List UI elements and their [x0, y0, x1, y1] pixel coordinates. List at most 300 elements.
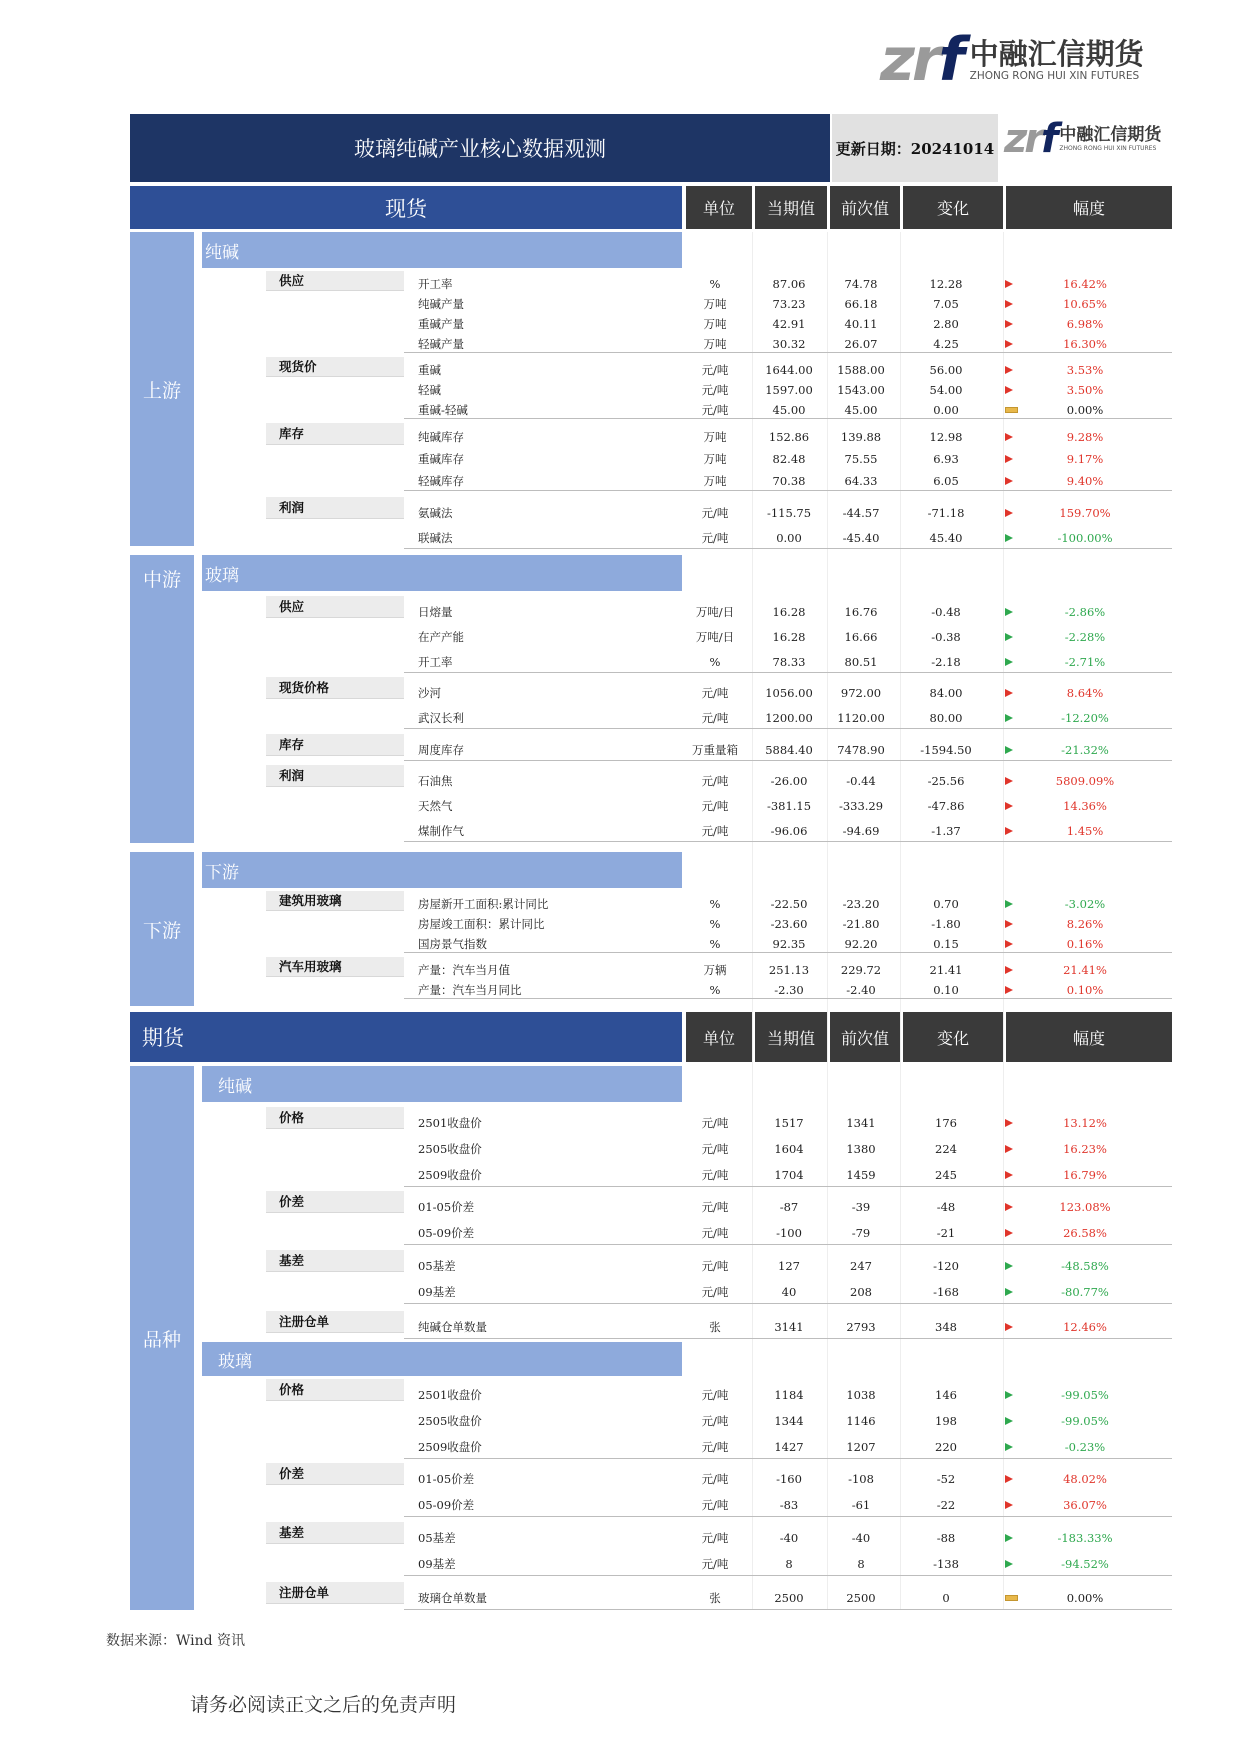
spot-section-header: 现货	[130, 186, 682, 229]
row-item: 开工率	[418, 277, 453, 291]
row-item: 重碱-轻碱	[418, 403, 468, 417]
row-item: 轻碱	[418, 383, 441, 397]
row-item: 01-05价差	[418, 1472, 475, 1486]
table-row	[0, 1466, 1240, 1492]
row-previous: 80.51	[844, 654, 878, 669]
row-pct: 1.45%	[1066, 823, 1104, 838]
row-previous: 64.33	[844, 474, 878, 488]
table-row	[0, 525, 1240, 550]
group-divider	[404, 841, 1172, 842]
table-row	[0, 894, 1240, 914]
row-item: 氨碱法	[418, 505, 453, 520]
row-unit: 万吨	[703, 317, 727, 331]
row-previous: 1543.00	[837, 383, 885, 397]
arrow-down-icon	[1005, 712, 1017, 724]
flat-icon	[1005, 1592, 1017, 1604]
table-row	[0, 274, 1240, 294]
group-divider	[404, 418, 1172, 419]
update-date: 更新日期：20241014	[832, 114, 998, 182]
row-pct: -21.32%	[1061, 742, 1109, 757]
group-label: 基差	[266, 1522, 404, 1544]
row-current: 8	[785, 1557, 793, 1571]
stage-upstream: 上游	[130, 232, 194, 546]
row-previous: -44.57	[842, 505, 880, 520]
row-previous: 229.72	[840, 963, 882, 977]
arrow-up-icon	[1005, 507, 1017, 519]
table-row	[0, 1253, 1240, 1279]
row-unit: 万吨	[703, 430, 727, 444]
row-current: 152.86	[768, 430, 810, 444]
arrow-up-icon	[1005, 1499, 1017, 1511]
group-label: 供应	[266, 596, 404, 618]
table-row	[0, 599, 1240, 624]
row-current: 127	[778, 1259, 800, 1273]
row-unit: %	[709, 983, 721, 997]
row-pct: 14.36%	[1063, 798, 1107, 813]
row-change: -47.86	[927, 798, 965, 813]
table-row	[0, 705, 1240, 730]
row-unit: 元/吨	[701, 1531, 729, 1545]
row-change: 146	[935, 1388, 957, 1402]
row-change: -168	[933, 1285, 959, 1299]
title-logo: zrf 中融汇信期货 ZHONG RONG HUI XIN FUTURES	[1004, 116, 1162, 162]
arrow-up-icon	[1005, 318, 1017, 330]
row-change: 0	[942, 1591, 950, 1605]
row-unit: 元/吨	[701, 1168, 729, 1182]
table-row	[0, 1408, 1240, 1434]
row-previous: 2793	[846, 1320, 876, 1334]
row-change: -52	[936, 1472, 956, 1486]
row-pct: 12.46%	[1063, 1320, 1107, 1334]
row-current: 1597.00	[765, 383, 813, 397]
row-current: 1644.00	[765, 363, 813, 377]
row-item: 09基差	[418, 1557, 456, 1571]
row-item: 纯碱库存	[418, 430, 464, 444]
row-change: 7.05	[933, 297, 959, 311]
row-pct: 16.42%	[1063, 277, 1107, 291]
group-divider	[404, 352, 1172, 353]
report-title: 玻璃纯碱产业核心数据观测	[130, 114, 830, 182]
row-previous: 16.76	[844, 604, 878, 619]
arrow-down-icon	[1005, 744, 1017, 756]
row-pct: 16.30%	[1063, 337, 1107, 351]
row-previous: -333.29	[838, 798, 884, 813]
arrow-down-icon	[1005, 1558, 1017, 1570]
row-unit: 元/吨	[701, 1259, 729, 1273]
row-current: 1056.00	[765, 685, 813, 700]
row-current: -2.30	[774, 983, 804, 997]
row-change: 0.70	[933, 897, 959, 911]
arrow-down-icon	[1005, 532, 1017, 544]
row-unit: 万吨/日	[695, 604, 735, 619]
row-item: 纯碱仓单数量	[418, 1320, 487, 1334]
row-item: 联碱法	[418, 530, 453, 545]
row-unit: 元/吨	[701, 710, 729, 725]
row-unit: 元/吨	[701, 1472, 729, 1486]
row-change: -1.80	[931, 917, 961, 931]
row-current: 1200.00	[765, 710, 813, 725]
table-row	[0, 426, 1240, 448]
row-unit: %	[709, 654, 721, 669]
row-previous: 2500	[846, 1591, 876, 1605]
subhead-spot-glass: 玻璃	[202, 555, 682, 591]
row-change: 21.41	[929, 963, 963, 977]
stage-downstream: 下游	[130, 852, 194, 1006]
row-pct: -12.20%	[1061, 710, 1109, 725]
table-row	[0, 914, 1240, 934]
row-pct: 3.50%	[1066, 383, 1104, 397]
row-unit: 元/吨	[701, 1226, 729, 1240]
row-pct: 8.64%	[1066, 685, 1104, 700]
row-current: -96.06	[770, 823, 808, 838]
group-label: 汽车用玻璃	[266, 957, 404, 977]
row-pct: 123.08%	[1059, 1200, 1111, 1214]
row-unit: 元/吨	[701, 1414, 729, 1428]
row-change: 4.25	[933, 337, 959, 351]
row-previous: -61	[851, 1498, 871, 1512]
table-row	[0, 1585, 1240, 1611]
row-pct: 9.40%	[1066, 474, 1104, 488]
row-pct: 0.16%	[1066, 937, 1104, 951]
row-current: 70.38	[772, 474, 806, 488]
row-pct: 0.00%	[1066, 1591, 1104, 1605]
table-row	[0, 737, 1240, 762]
row-unit: 万吨	[703, 297, 727, 311]
row-change: -0.48	[931, 604, 961, 619]
col-unit: 单位	[686, 186, 752, 229]
row-unit: 元/吨	[701, 383, 729, 397]
row-previous: -40	[851, 1531, 871, 1545]
row-previous: 1588.00	[837, 363, 885, 377]
row-item: 轻碱库存	[418, 474, 464, 488]
group-label: 建筑用玻璃	[266, 891, 404, 911]
row-pct: 10.65%	[1063, 297, 1107, 311]
row-item: 2501收盘价	[418, 1116, 482, 1130]
row-current: 1704	[774, 1168, 804, 1182]
group-label: 利润	[266, 765, 404, 787]
row-pct: -99.05%	[1061, 1388, 1109, 1402]
row-current: -87	[779, 1200, 799, 1214]
row-pct: 16.79%	[1063, 1168, 1107, 1182]
table-row	[0, 1136, 1240, 1162]
table-row	[0, 1551, 1240, 1577]
row-change: 12.28	[929, 277, 963, 291]
row-unit: 元/吨	[701, 1285, 729, 1299]
row-item: 轻碱产量	[418, 337, 464, 351]
group-divider	[404, 672, 1172, 673]
subhead-futures-glass: 玻璃	[202, 1342, 682, 1376]
row-previous: 74.78	[844, 277, 878, 291]
row-item: 05基差	[418, 1259, 456, 1273]
table-row	[0, 960, 1240, 980]
row-previous: -45.40	[842, 530, 880, 545]
row-pct: -94.52%	[1061, 1557, 1109, 1571]
group-divider	[404, 760, 1172, 761]
row-pct: 0.10%	[1066, 983, 1104, 997]
table-row	[0, 649, 1240, 674]
row-change: -1594.50	[920, 742, 972, 757]
row-change: 220	[935, 1440, 957, 1454]
row-change: 45.40	[929, 530, 963, 545]
table-row	[0, 1220, 1240, 1246]
row-pct: -183.33%	[1057, 1531, 1113, 1545]
group-divider	[404, 998, 1172, 999]
row-unit: %	[709, 937, 721, 951]
row-previous: 1146	[846, 1414, 876, 1428]
row-current: 87.06	[772, 277, 806, 291]
arrow-down-icon	[1005, 1441, 1017, 1453]
row-unit: 万重量箱	[692, 742, 738, 757]
group-label: 库存	[266, 734, 404, 756]
row-unit: 元/吨	[701, 403, 729, 417]
row-current: 1427	[774, 1440, 804, 1454]
arrow-down-icon	[1005, 898, 1017, 910]
row-item: 房屋竣工面积：累计同比	[418, 917, 545, 931]
logo-text-cn: 中融汇信期货	[969, 37, 1144, 71]
row-current: 82.48	[772, 452, 806, 466]
row-previous: 1038	[846, 1388, 876, 1402]
row-previous: 208	[850, 1285, 872, 1299]
group-divider	[404, 1244, 1172, 1245]
row-previous: -94.69	[842, 823, 880, 838]
row-previous: 1459	[846, 1168, 876, 1182]
group-label: 供应	[266, 271, 404, 291]
row-unit: 元/吨	[701, 1200, 729, 1214]
row-previous: -21.80	[842, 917, 880, 931]
arrow-up-icon	[1005, 1321, 1017, 1333]
row-item: 2509收盘价	[418, 1168, 482, 1182]
row-unit: 元/吨	[701, 1116, 729, 1130]
row-unit: 元/吨	[701, 1557, 729, 1571]
row-previous: 247	[850, 1259, 872, 1273]
arrow-down-icon	[1005, 1532, 1017, 1544]
row-previous: 16.66	[844, 629, 878, 644]
row-current: 1344	[774, 1414, 804, 1428]
row-item: 01-05价差	[418, 1200, 475, 1214]
row-change: -22	[936, 1498, 956, 1512]
row-item: 玻璃仓单数量	[418, 1591, 487, 1605]
table-row	[0, 1194, 1240, 1220]
row-current: -26.00	[770, 773, 808, 788]
arrow-down-icon	[1005, 1260, 1017, 1272]
row-unit: 万吨	[703, 474, 727, 488]
row-pct: 26.58%	[1063, 1226, 1107, 1240]
row-change: 6.93	[933, 452, 959, 466]
row-unit: 张	[709, 1591, 721, 1605]
row-pct: 13.12%	[1063, 1116, 1107, 1130]
row-current: 45.00	[772, 403, 806, 417]
company-logo	[880, 25, 1144, 95]
row-change: 2.80	[933, 317, 959, 331]
data-source: 数据来源：Wind 资讯	[106, 1633, 246, 1649]
col-change: 变化	[903, 186, 1003, 229]
table-row	[0, 1162, 1240, 1188]
row-current: 251.13	[768, 963, 810, 977]
row-pct: -80.77%	[1061, 1285, 1109, 1299]
row-change: -21	[936, 1226, 956, 1240]
col-pct: 幅度	[1006, 186, 1172, 229]
col-pct-futures: 幅度	[1006, 1012, 1172, 1062]
row-change: -25.56	[927, 773, 965, 788]
row-item: 重碱	[418, 363, 441, 377]
row-change: 56.00	[929, 363, 963, 377]
row-change: 80.00	[929, 710, 963, 725]
row-current: -381.15	[766, 798, 812, 813]
arrow-up-icon	[1005, 825, 1017, 837]
row-current: 2500	[774, 1591, 804, 1605]
row-change: 176	[935, 1116, 957, 1130]
group-label: 现货价	[266, 357, 404, 377]
table-row	[0, 768, 1240, 793]
row-current: -23.60	[770, 917, 808, 931]
group-label: 价格	[266, 1107, 404, 1129]
row-change: -88	[936, 1531, 956, 1545]
row-item: 国房景气指数	[418, 937, 487, 951]
row-unit: 元/吨	[701, 1142, 729, 1156]
row-current: -115.75	[766, 505, 812, 520]
row-change: 198	[935, 1414, 957, 1428]
row-change: -71.18	[927, 505, 965, 520]
table-row	[0, 360, 1240, 380]
disclaimer: 请务必阅读正文之后的免责声明	[190, 1694, 457, 1716]
row-change: -120	[933, 1259, 959, 1273]
arrow-up-icon	[1005, 984, 1017, 996]
arrow-up-icon	[1005, 938, 1017, 950]
row-item: 产量：汽车当月同比	[418, 983, 522, 997]
row-change: 0.15	[933, 937, 959, 951]
table-row	[0, 380, 1240, 400]
row-unit: 元/吨	[701, 773, 729, 788]
row-unit: 元/吨	[701, 1388, 729, 1402]
table-row	[0, 448, 1240, 470]
row-unit: 万吨/日	[695, 629, 735, 644]
group-divider	[404, 1458, 1172, 1459]
arrow-up-icon	[1005, 338, 1017, 350]
row-item: 09基差	[418, 1285, 456, 1299]
col-unit-futures: 单位	[686, 1012, 752, 1062]
row-current: 16.28	[772, 604, 806, 619]
row-pct: -48.58%	[1061, 1259, 1109, 1273]
row-change: 348	[935, 1320, 957, 1334]
row-pct: -2.28%	[1064, 629, 1106, 644]
row-previous: 40.11	[844, 317, 878, 331]
table-row	[0, 624, 1240, 649]
row-current: -160	[776, 1472, 802, 1486]
table-row	[0, 1492, 1240, 1518]
table-row	[0, 334, 1240, 354]
col-previous: 前次值	[830, 186, 900, 229]
row-current: -22.50	[770, 897, 808, 911]
row-change: 0.10	[933, 983, 959, 997]
row-pct: 159.70%	[1059, 505, 1111, 520]
row-item: 开工率	[418, 654, 453, 669]
row-item: 2505收盘价	[418, 1414, 482, 1428]
arrow-up-icon	[1005, 1143, 1017, 1155]
group-label: 现货价格	[266, 677, 404, 699]
row-previous: 1207	[846, 1440, 876, 1454]
row-item: 2501收盘价	[418, 1388, 482, 1402]
row-change: -2.18	[931, 654, 961, 669]
row-item: 05-09价差	[418, 1226, 475, 1240]
group-divider	[404, 728, 1172, 729]
arrow-up-icon	[1005, 431, 1017, 443]
row-item: 纯碱产量	[418, 297, 464, 311]
arrow-down-icon	[1005, 656, 1017, 668]
row-item: 武汉长利	[418, 710, 464, 725]
group-label: 库存	[266, 423, 404, 445]
row-current: 42.91	[772, 317, 806, 331]
row-previous: 66.18	[844, 297, 878, 311]
row-previous: -79	[851, 1226, 871, 1240]
table-row	[0, 1279, 1240, 1305]
table-row	[0, 470, 1240, 492]
row-unit: 元/吨	[701, 823, 729, 838]
group-label: 基差	[266, 1250, 404, 1272]
group-divider	[404, 1338, 1172, 1339]
logo-mark: zrf	[880, 25, 962, 95]
arrow-up-icon	[1005, 1169, 1017, 1181]
arrow-down-icon	[1005, 1415, 1017, 1427]
row-pct: 0.00%	[1066, 403, 1104, 417]
row-unit: %	[709, 917, 721, 931]
row-change: 54.00	[929, 383, 963, 397]
row-item: 重碱产量	[418, 317, 464, 331]
row-pct: 48.02%	[1063, 1472, 1107, 1486]
row-previous: 1380	[846, 1142, 876, 1156]
row-current: -83	[779, 1498, 799, 1512]
table-row	[0, 1314, 1240, 1340]
row-item: 05基差	[418, 1531, 456, 1545]
arrow-up-icon	[1005, 775, 1017, 787]
arrow-down-icon	[1005, 1286, 1017, 1298]
row-current: 3141	[774, 1320, 804, 1334]
arrow-up-icon	[1005, 918, 1017, 930]
row-previous: -2.40	[846, 983, 876, 997]
row-current: 1604	[774, 1142, 804, 1156]
group-divider	[404, 952, 1172, 953]
group-label: 利润	[266, 497, 404, 519]
row-current: 92.35	[772, 937, 806, 951]
table-row	[0, 400, 1240, 420]
row-previous: 1341	[846, 1116, 876, 1130]
row-item: 05-09价差	[418, 1498, 475, 1512]
row-change: -48	[936, 1200, 956, 1214]
row-pct: 16.23%	[1063, 1142, 1107, 1156]
futures-section-header: 期货	[130, 1012, 682, 1062]
row-pct: -2.71%	[1064, 654, 1106, 669]
row-previous: -23.20	[842, 897, 880, 911]
row-previous: 139.88	[840, 430, 882, 444]
row-current: -100	[776, 1226, 802, 1240]
row-current: 30.32	[772, 337, 806, 351]
row-item: 2505收盘价	[418, 1142, 482, 1156]
row-unit: 万辆	[703, 963, 727, 977]
row-unit: 元/吨	[701, 1498, 729, 1512]
arrow-up-icon	[1005, 1473, 1017, 1485]
table-row	[0, 980, 1240, 1000]
row-unit: 元/吨	[701, 530, 729, 545]
row-previous: 1120.00	[837, 710, 885, 725]
row-current: 78.33	[772, 654, 806, 669]
group-divider	[404, 1575, 1172, 1576]
arrow-up-icon	[1005, 278, 1017, 290]
row-change: 6.05	[933, 474, 959, 488]
row-item: 房屋新开工面积:累计同比	[418, 897, 549, 911]
row-pct: 36.07%	[1063, 1498, 1107, 1512]
table-row	[0, 1110, 1240, 1136]
row-previous: -0.44	[846, 773, 876, 788]
row-current: 1517	[774, 1116, 804, 1130]
